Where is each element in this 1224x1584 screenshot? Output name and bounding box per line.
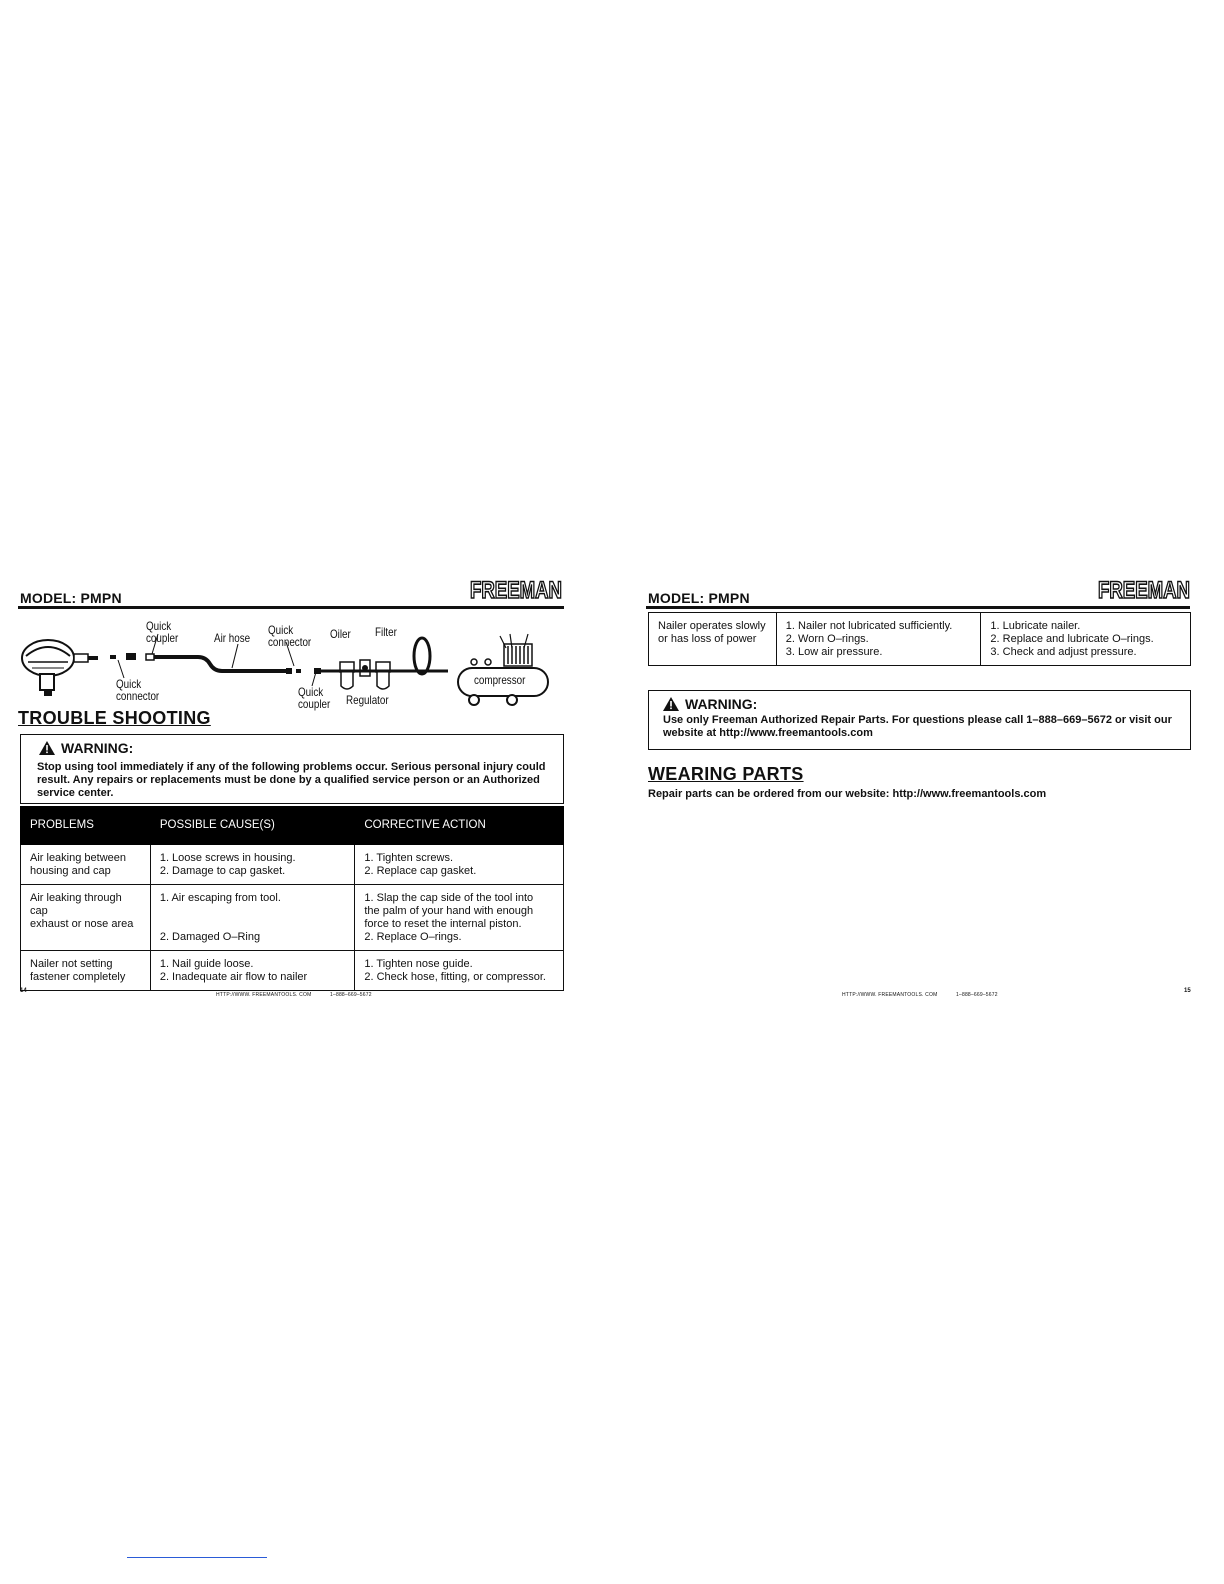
problem-cell xyxy=(649,613,777,666)
model-label: MODEL: PMPN xyxy=(20,590,122,606)
air-hose-line xyxy=(154,657,288,671)
warning-box xyxy=(20,734,564,804)
label-quick-connector-top: Quick connector xyxy=(268,623,312,649)
logo-text: FREEMAN xyxy=(1098,577,1190,604)
compressor-illustration xyxy=(458,634,548,705)
label-filter: Filter xyxy=(375,625,397,639)
problem-cell-line: fastener completely xyxy=(30,971,126,983)
cause-cell-line: 1. Nail guide loose. xyxy=(159,958,254,970)
quick-coupler-part xyxy=(126,653,136,660)
action-cell xyxy=(355,885,564,951)
table-row xyxy=(649,613,1191,666)
hose-loop xyxy=(414,638,430,674)
label-quick-connector-bottom: Quick connector xyxy=(116,677,160,703)
header-rule xyxy=(18,606,564,609)
cause-cell-line: 1. Nailer not lubricated sufficiently. xyxy=(785,620,953,632)
header-possible-causes: POSSIBLE CAUSE(S) xyxy=(150,807,355,845)
table-row xyxy=(21,951,564,991)
cause-cell xyxy=(150,845,355,885)
action-cell xyxy=(355,845,564,885)
warning-heading xyxy=(39,740,133,756)
problem-cell xyxy=(21,951,151,991)
cause-cell-line xyxy=(160,905,346,918)
problem-cell xyxy=(21,885,151,951)
logo-text: FREEMAN xyxy=(470,577,562,604)
troubleshooting-table-continued xyxy=(648,612,1191,666)
footer-phone: 1–888–669–5672 xyxy=(956,992,998,998)
warning-text: Stop using tool immediately if any of the following problems occur. Serious personal injury could result. Any repairs or replacements must be done by a qualified service person or an Authorized service center. xyxy=(37,761,546,799)
action-cell xyxy=(355,951,564,991)
trouble-shooting-title: TROUBLE SHOOTING xyxy=(18,708,211,728)
right-page xyxy=(646,572,1192,1002)
freeman-logo xyxy=(468,574,564,604)
cause-cell-line: 2. Worn O–rings. xyxy=(785,633,869,645)
label-compressor: compressor xyxy=(474,673,526,687)
page-number: 15 xyxy=(1184,988,1191,994)
problem-cell-line: Nailer operates slowly xyxy=(658,620,766,632)
model-label: MODEL: PMPN xyxy=(648,590,750,606)
action-cell xyxy=(981,613,1191,666)
header-rule xyxy=(646,606,1190,609)
cause-cell-line: 2. Inadequate air flow to nailer xyxy=(159,971,308,983)
problem-cell-line: Air leaking between xyxy=(30,852,127,864)
footer-phone: 1–888–669–5672 xyxy=(330,992,372,998)
warning-triangle-icon xyxy=(663,697,679,711)
table-row xyxy=(21,885,564,951)
cause-cell-line xyxy=(160,918,346,931)
wearing-parts-title: WEARING PARTS xyxy=(648,764,804,784)
warning-heading-text: WARNING: xyxy=(685,696,758,712)
header-corrective-action: CORRECTIVE ACTION xyxy=(355,807,564,845)
troubleshooting-table xyxy=(20,806,564,991)
warning-box xyxy=(648,690,1191,750)
wearing-parts-text: Repair parts can be ordered from our website: http://www.freemantools.com xyxy=(648,788,1047,800)
warning-triangle-icon xyxy=(39,741,55,755)
action-cell-line: 1. Tighten nose guide. xyxy=(364,958,473,970)
page-number: 14 xyxy=(20,988,27,994)
action-cell-line: the palm of your hand with enough xyxy=(364,905,534,917)
action-cell-line: 1. Tighten screws. xyxy=(364,852,454,864)
cause-cell xyxy=(150,951,355,991)
cause-cell-line: 1. Air escaping from tool. xyxy=(159,892,281,904)
cause-cell-line: 3. Low air pressure. xyxy=(785,646,883,658)
air-supply-diagram xyxy=(18,618,564,710)
cause-cell-line: 2. Damaged O–Ring xyxy=(159,931,261,943)
label-oiler: Oiler xyxy=(330,627,351,641)
cause-cell-line: 2. Damage to cap gasket. xyxy=(159,865,286,877)
cause-cell-line: 1. Loose screws in housing. xyxy=(159,852,296,864)
problem-cell-line: Nailer not setting xyxy=(30,958,113,970)
action-cell-line: 2. Replace O–rings. xyxy=(364,931,462,943)
header-problems: PROBLEMS xyxy=(21,807,151,845)
label-quick-coupler-bottom: Quick coupler xyxy=(298,685,331,711)
nailer-illustration xyxy=(22,640,98,696)
label-regulator: Regulator xyxy=(346,693,389,707)
quick-connector-part xyxy=(110,655,116,659)
link-underline xyxy=(127,1557,267,1558)
problem-cell-line: exhaust or nose area xyxy=(30,918,134,930)
problem-cell-line: or has loss of power xyxy=(658,633,757,645)
action-cell-line: 2. Check hose, fitting, or compressor. xyxy=(364,971,546,983)
warning-text: Use only Freeman Authorized Repair Parts. For questions please call 1–888–669–5672 or visit our website at http://www.freemantools.com xyxy=(663,714,1172,739)
action-cell-line: 2. Replace and lubricate O–rings. xyxy=(990,633,1154,645)
problem-cell xyxy=(21,845,151,885)
problem-cell-line: housing and cap xyxy=(30,865,111,877)
cause-cell xyxy=(776,613,981,666)
action-cell-line: 1. Lubricate nailer. xyxy=(990,620,1081,632)
warning-heading-text: WARNING: xyxy=(61,740,134,756)
warning-heading xyxy=(663,696,757,712)
footer-url: HTTP://WWW. FREEMANTOOLS. COM xyxy=(216,992,312,998)
footer-url: HTTP://WWW. FREEMANTOOLS. COM xyxy=(842,992,938,998)
label-air-hose: Air hose xyxy=(214,631,251,645)
freeman-logo xyxy=(1096,574,1192,604)
action-cell-line: 2. Replace cap gasket. xyxy=(364,865,477,877)
left-page xyxy=(18,572,564,1002)
label-quick-coupler-top: Quick coupler xyxy=(146,619,179,645)
table-header-row xyxy=(21,807,564,845)
action-cell-line: 3. Check and adjust pressure. xyxy=(990,646,1137,658)
action-cell-line: force to reset the internal piston. xyxy=(364,918,522,930)
action-cell-line: 1. Slap the cap side of the tool into xyxy=(364,892,534,904)
problem-cell-line: Air leaking through cap xyxy=(30,892,122,917)
cause-cell xyxy=(150,885,355,951)
table-row xyxy=(21,845,564,885)
